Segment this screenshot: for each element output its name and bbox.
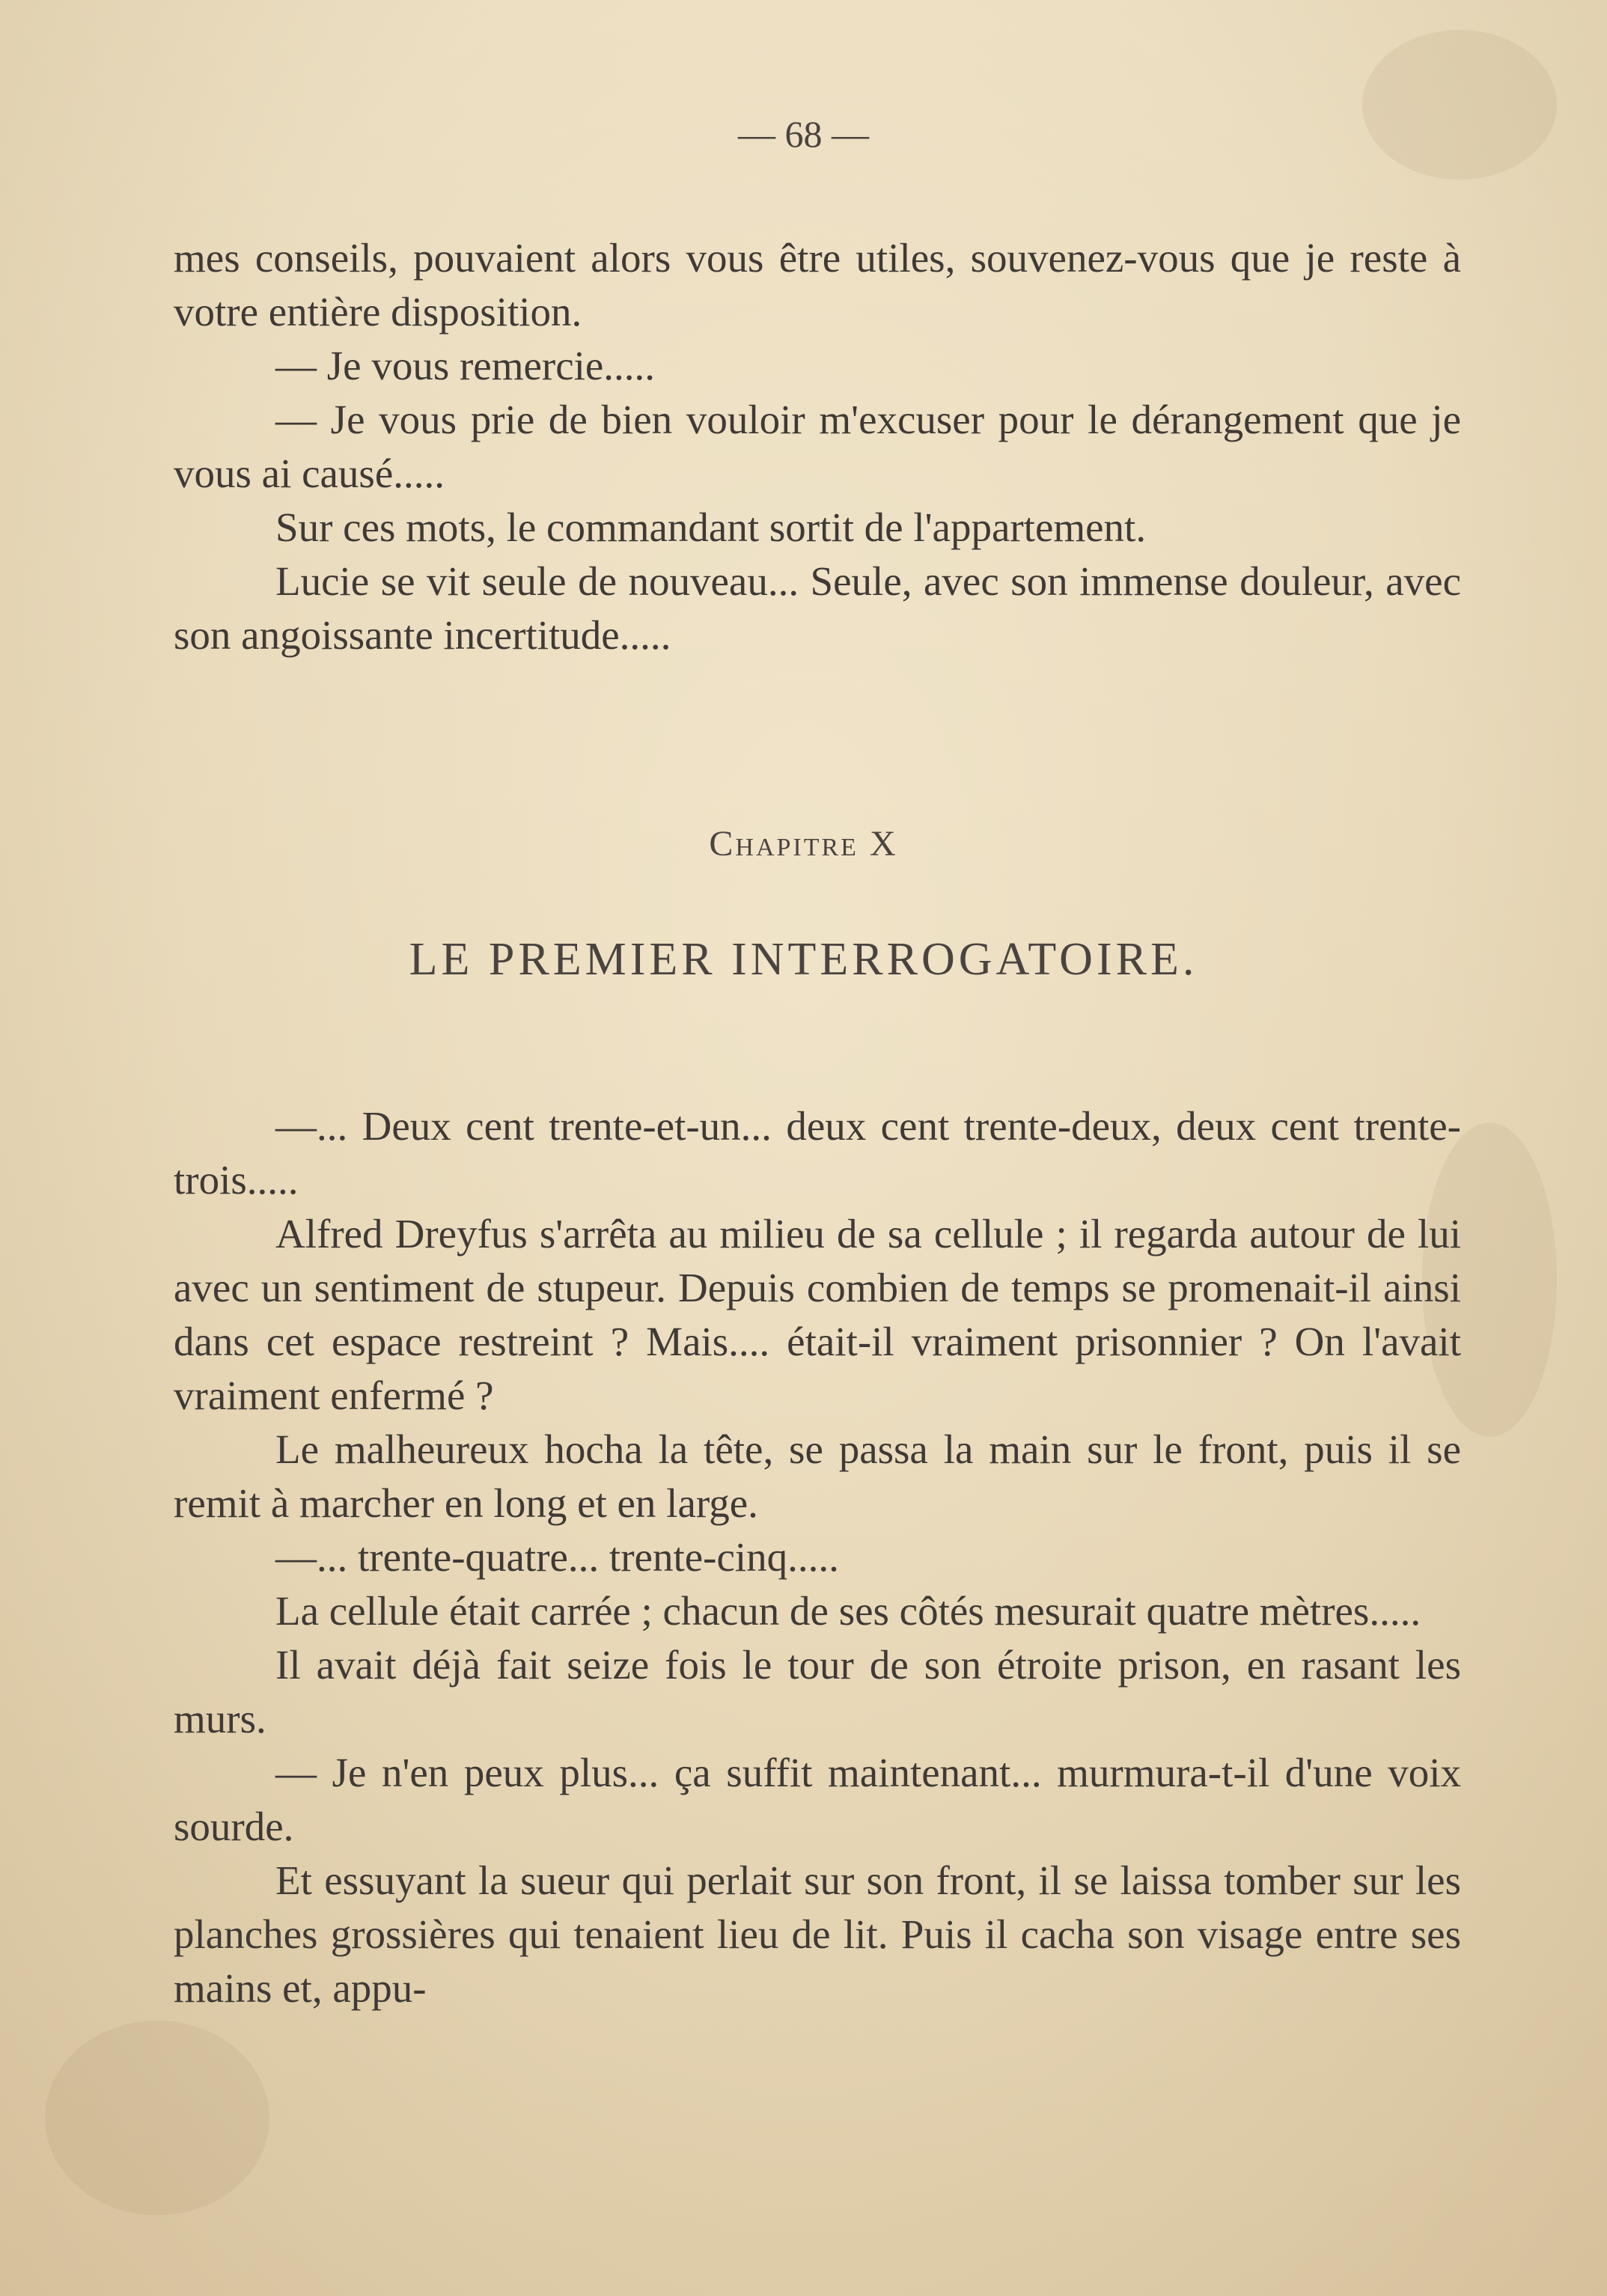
- chapter-label: Chapitre X: [709, 824, 898, 864]
- paragraph: — Je n'en peux plus... ça suffit maintenant... murmura-t-il d'une voix sourde.: [174, 1750, 1461, 1849]
- paragraph: mes conseils, pouvaient alors vous être utiles, souvenez-vous que je reste à votre entière disposition.: [174, 235, 1461, 335]
- paragraph: Il avait déjà fait seize fois le tour de son étroite prison, en rasant les murs.: [174, 1642, 1461, 1741]
- bottom-text-block: [174, 1099, 1461, 2015]
- top-text-block: [174, 231, 1461, 662]
- paragraph: Lucie se vit seule de nouveau... Seule, avec son immense douleur, avec son angoissante incertitude.....: [174, 558, 1461, 658]
- paragraph: —... Deux cent trente-et-un... deux cent trente-deux, deux cent trente-trois.....: [174, 1103, 1461, 1203]
- page-number: — 68 —: [738, 113, 869, 155]
- paragraph: Alfred Dreyfus s'arrêta au milieu de sa cellule ; il regarda autour de lui avec un sentiment de stupeur. Depuis combien de temps se promenait-il ainsi dans cet espace restreint ? Mais.... était-il vraiment prisonnier ? On l'avait vraiment enfermé ?: [174, 1211, 1461, 1418]
- paragraph: Sur ces mots, le commandant sortit de l'appartement.: [275, 504, 1147, 550]
- paragraph: Le malheureux hocha la tête, se passa la main sur le front, puis il se remit à marcher en long et en large.: [174, 1426, 1461, 1526]
- chapter-title: LE PREMIER INTERROGATOIRE.: [409, 934, 1198, 985]
- paper-stain: [45, 2021, 269, 2215]
- paragraph: —... trente-quatre... trente-cinq.....: [275, 1534, 839, 1580]
- paragraph: La cellule était carrée ; chacun de ses côtés mesurait quatre mètres.....: [275, 1588, 1421, 1634]
- paragraph: Et essuyant la sueur qui perlait sur son front, il se laissa tomber sur les planches grossières qui tenaient lieu de lit. Puis il cacha son visage entre ses mains et, appu-: [174, 1857, 1461, 2011]
- paper-stain: [1362, 30, 1557, 180]
- paragraph: — Je vous remercie.....: [275, 343, 656, 388]
- paragraph: — Je vous prie de bien vouloir m'excuser pour le dérangement que je vous ai causé.....: [174, 397, 1461, 496]
